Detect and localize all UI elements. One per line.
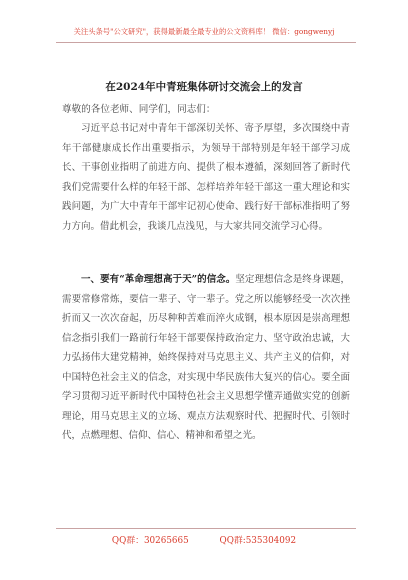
footer-qq-2: QQ群:535304092: [219, 536, 297, 546]
paragraph-intro: 习近平总书记对中青年干部深切关怀、寄予厚望，多次围绕中青年干部健康成长作出重要指示，为领导干部特别是年轻干部学习成长、干事创业指明了前进方向、提供了根本遵循，深刻回答了新时代我们党需要什么样的年轻干部、怎样培养年轻干部这一重大理论和实践问题，为广大中青年干部牢记初心使命、践行好干部标准指明了努力方向。借此机会，我谈几点浅见，与大家共同交流学习心得。: [62, 123, 350, 232]
paragraph-section-1: [62, 270, 350, 446]
footer-divider: [56, 528, 356, 529]
document-title: 在2024年中青班集体研讨交流会上的发言: [105, 81, 303, 93]
section-1-body: 坚定理想信念是终身课题，需要常修常炼，要信一辈子、守一辈子。党之所以能够经受一次次挫折而又一次次奋起，历尽种种苦难而淬火成钢，根本原因是崇高理想信念指引我们一路前行年轻干部要保持政治定力、坚守政治忠诚，大力弘扬伟大建党精神，始终保持对马克思主义、共产主义的信仰，对中国特色社会主义的信念，对实现中华民族伟大复兴的信心。要全面学习贯彻习近平新时代中国特色社会主义思想学懂弄通做实党的创新理论，用马克思主义的立场、观点方法观察时代、把握时代、引领时代，点燃理想、信仰、信心、精神和希望之光。: [62, 274, 350, 441]
footer: [0, 533, 408, 546]
footer-qq-1: QQ群：30265665: [111, 536, 189, 546]
header-divider: [56, 42, 356, 43]
header-banner: 关注头条号"公文研究"，获得最新最全最专业的公文资料库！ 微信：gongwenyj: [73, 27, 335, 36]
section-1-heading: 一、要有“革命理想高于天”的信念。: [81, 274, 236, 285]
greeting: 尊敬的各位老师、同学们，同志们：: [62, 104, 216, 115]
